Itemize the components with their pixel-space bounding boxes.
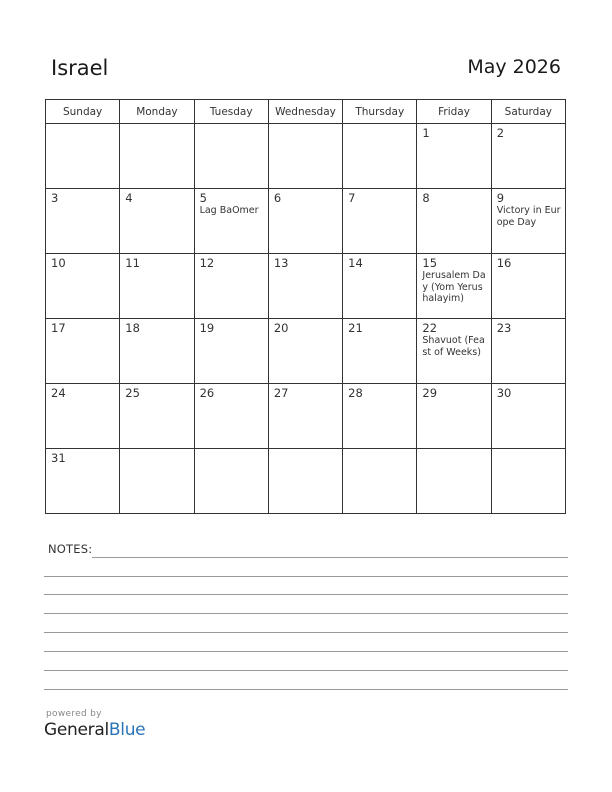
week-row [46, 319, 566, 384]
day-number: 26 [199, 386, 215, 400]
empty-day-cell [417, 449, 491, 514]
day-cell [46, 449, 120, 514]
weekday-header: Tuesday [194, 100, 268, 124]
day-cell [194, 384, 268, 449]
week-row [46, 449, 566, 514]
notes-line [44, 689, 568, 690]
day-cell [268, 254, 342, 319]
weekday-header: Monday [120, 100, 194, 124]
day-number: 11 [125, 256, 140, 270]
notes-line [44, 670, 568, 671]
day-cell [46, 189, 120, 254]
holiday-label: Shavuot (Feast of Weeks) [422, 335, 485, 358]
day-cell [491, 189, 565, 254]
day-number: 6 [273, 191, 282, 205]
day-cell [46, 254, 120, 319]
day-number: 30 [496, 386, 512, 400]
empty-day-cell [343, 124, 417, 189]
day-number: 16 [496, 256, 512, 270]
day-cell [491, 319, 565, 384]
day-number: 31 [51, 451, 66, 465]
week-row [46, 254, 566, 319]
logo-text-blue: Blue [108, 720, 146, 740]
day-number: 29 [422, 386, 438, 400]
empty-day-cell [268, 124, 342, 189]
day-number: 28 [348, 386, 363, 400]
day-number: 19 [199, 321, 215, 335]
day-number: 10 [51, 256, 66, 270]
day-cell [417, 254, 491, 319]
day-cell [194, 319, 268, 384]
day-cell [491, 254, 565, 319]
weekday-header: Wednesday [268, 100, 342, 124]
empty-day-cell [491, 449, 565, 514]
day-cell [194, 254, 268, 319]
calendar-grid [45, 99, 566, 514]
day-cell [194, 189, 268, 254]
notes-line [44, 651, 568, 652]
empty-day-cell [268, 449, 342, 514]
day-cell [120, 384, 194, 449]
week-row [46, 189, 566, 254]
day-number: 17 [51, 321, 66, 335]
day-number: 8 [422, 191, 430, 205]
weekday-header: Friday [417, 100, 491, 124]
notes-label: NOTES: [48, 542, 93, 556]
day-number: 7 [348, 191, 356, 205]
month-year-title: May 2026 [467, 56, 561, 78]
empty-day-cell [120, 124, 194, 189]
day-cell [343, 189, 417, 254]
day-number: 18 [125, 321, 140, 335]
notes-line [44, 576, 568, 577]
day-number: 5 [199, 191, 207, 205]
day-cell [491, 124, 565, 189]
powered-by-text: powered by [46, 709, 102, 719]
notes-line [92, 557, 568, 558]
notes-line [44, 613, 568, 614]
day-number: 2 [496, 126, 505, 140]
day-number: 3 [51, 191, 59, 205]
day-number: 27 [273, 386, 289, 400]
holiday-label: Victory in Europe Day [496, 205, 561, 228]
weekday-header-row [46, 100, 566, 124]
day-number: 1 [422, 126, 430, 140]
day-number: 14 [348, 256, 363, 270]
day-cell [120, 254, 194, 319]
empty-day-cell [120, 449, 194, 514]
day-number: 15 [422, 256, 438, 270]
day-number: 25 [125, 386, 140, 400]
day-cell [46, 384, 120, 449]
weekday-header: Sunday [46, 100, 120, 124]
holiday-label: Jerusalem Day (Yom Yerushalayim) [422, 270, 486, 304]
day-cell [417, 384, 491, 449]
day-number: 23 [496, 321, 512, 335]
week-row [46, 124, 566, 189]
notes-line [44, 594, 568, 595]
day-cell [491, 384, 565, 449]
weekday-header: Saturday [491, 100, 565, 124]
day-cell [417, 124, 491, 189]
notes-line [44, 632, 568, 633]
day-number: 4 [125, 191, 133, 205]
day-number: 12 [199, 256, 215, 270]
logo-text-general: General [44, 720, 109, 740]
day-number: 24 [51, 386, 66, 400]
day-cell [120, 189, 194, 254]
day-number: 21 [348, 321, 363, 335]
empty-day-cell [194, 124, 268, 189]
day-cell [46, 319, 120, 384]
day-cell [268, 319, 342, 384]
day-number: 9 [496, 191, 505, 205]
day-cell [120, 319, 194, 384]
day-cell [268, 384, 342, 449]
day-number: 20 [273, 321, 289, 335]
empty-day-cell [343, 449, 417, 514]
day-cell [417, 189, 491, 254]
day-cell [343, 319, 417, 384]
generalblue-logo[interactable] [44, 720, 145, 740]
empty-day-cell [46, 124, 120, 189]
day-cell [343, 384, 417, 449]
day-cell [343, 254, 417, 319]
day-number: 13 [273, 256, 289, 270]
country-title: Israel [51, 56, 109, 80]
weekday-header: Thursday [343, 100, 417, 124]
empty-day-cell [194, 449, 268, 514]
day-number: 22 [422, 321, 438, 335]
holiday-label: Lag BaOmer [199, 205, 259, 216]
week-row [46, 384, 566, 449]
day-cell [268, 189, 342, 254]
day-cell [417, 319, 491, 384]
